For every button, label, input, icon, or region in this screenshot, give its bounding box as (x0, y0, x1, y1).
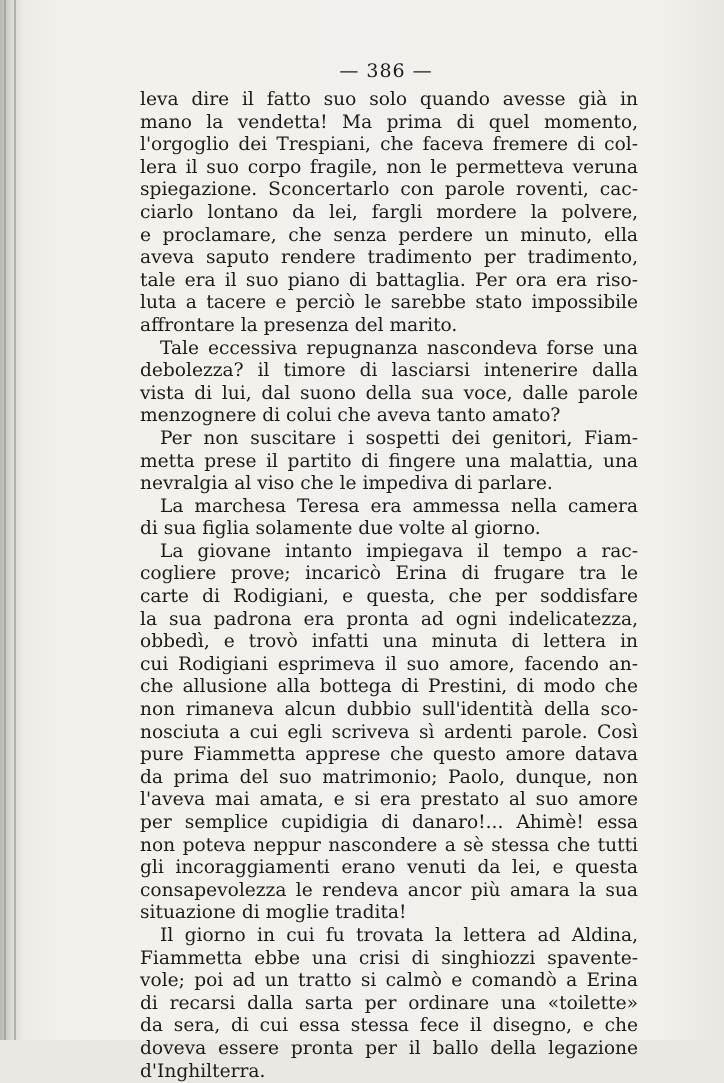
text-line: vole; poi ad un tratto si calmò e comandò a Erina (140, 970, 638, 992)
text-line: situazione di moglie tradita! (140, 902, 407, 924)
text-line: Fiammetta ebbe una crisi di singhiozzi spavente- (140, 947, 638, 969)
text-line: menzognere di colui che aveva tanto amato? (140, 405, 561, 427)
body-text (140, 89, 638, 1083)
binding-edge (14, 0, 16, 1040)
text-line: debolezza? il timore di lasciarsi intenerire dalla (140, 360, 638, 382)
text-line: obbedì, e trovò infatti una minuta di lettera in (140, 631, 638, 653)
text-line: luta a tacere e perciò le sarebbe stato impossibile (140, 292, 638, 314)
text-line: da sera, di cui essa stessa fece il disegno, e che (140, 1015, 638, 1037)
text-line: nevralgia al viso che le impediva di parlare. (140, 473, 553, 495)
text-line: la sua padrona era pronta ad ogni indelicatezza, (140, 608, 638, 630)
text-line: doveva essere pronta per il ballo della legazione (140, 1037, 638, 1059)
text-line: da prima del suo matrimonio; Paolo, dunque, non (140, 766, 638, 788)
text-line: per semplice cupidigia di danaro!... Ahimè! essa (140, 812, 638, 833)
text-line: gli incoraggiamenti erano venuti da lei, e questa (140, 857, 638, 879)
text-line: l'orgoglio dei Trespiani, che faceva fremere di col- (140, 134, 638, 156)
text-line: La giovane intanto impiegava il tempo a rac- (160, 540, 638, 562)
text-line: vista di lui, dal suono della sua voce, dalle parole (140, 382, 638, 404)
text-line: pure Fiammetta apprese che questo amore datava (140, 744, 638, 766)
binding-edge (4, 0, 6, 1040)
text-line: e proclamare, che senza perdere un minuto, ella (140, 224, 638, 246)
text-line: non rimaneva alcun dubbio sull'identità della sco- (140, 699, 638, 721)
text-line: non poteva neppur nascondere a sè stessa che tutti (140, 834, 638, 856)
text-line: Per non suscitare i sospetti dei genitori, Fiam- (160, 427, 638, 449)
text-line: aveva saputo rendere tradimento per tradimento, (140, 247, 638, 269)
text-line: nosciuta a cui egli scriveva sì ardenti parole. Così (140, 721, 638, 743)
text-line: Tale eccessiva repugnanza nascondeva forse una (160, 337, 638, 359)
text-line: tale era il suo piano di battaglia. Per ora era riso- (140, 269, 638, 291)
text-line: mano la vendetta! Ma prima di quel momento, (140, 111, 638, 133)
text-line: cui Rodigiani esprimeva il suo amore, facendo an- (140, 653, 638, 675)
text-line: spiegazione. Sconcertarlo con parole roventi, cac- (140, 179, 638, 201)
text-line: La marchesa Teresa era ammessa nella camera (160, 495, 638, 517)
text-line: lera il suo corpo fragile, non le permetteva veruna (140, 156, 638, 178)
text-line: cogliere prove; incaricò Erina di frugare tra le (140, 563, 638, 585)
text-line: Il giorno in cui fu trovata la lettera ad Aldina, (160, 924, 638, 946)
text-line: di recarsi dalla sarta per ordinare una «toilette» (140, 992, 638, 1014)
text-line: che allusione alla bottega di Prestini, di modo che (140, 676, 638, 698)
text-line: d'Inghilterra. (140, 1060, 266, 1082)
page-number: — 386 — (339, 60, 433, 82)
text-line: metta prese il partito di fingere una malattia, una (140, 450, 638, 472)
text-line: ciarlo lontano da lei, fargli mordere la polvere, (140, 201, 638, 223)
text-line: leva dire il fatto suo solo quando avesse già in (140, 89, 638, 110)
text-line: affrontare la presenza del marito. (140, 314, 458, 336)
text-line: consapevolezza le rendeva ancor più amara la sua (140, 879, 638, 901)
text-line: carte di Rodigiani, e questa, che per soddisfare (140, 586, 638, 608)
text-line: l'aveva mai amata, e si era prestato al suo amore (140, 789, 638, 811)
text-line: di sua figlia solamente due volte al giorno. (140, 518, 541, 540)
